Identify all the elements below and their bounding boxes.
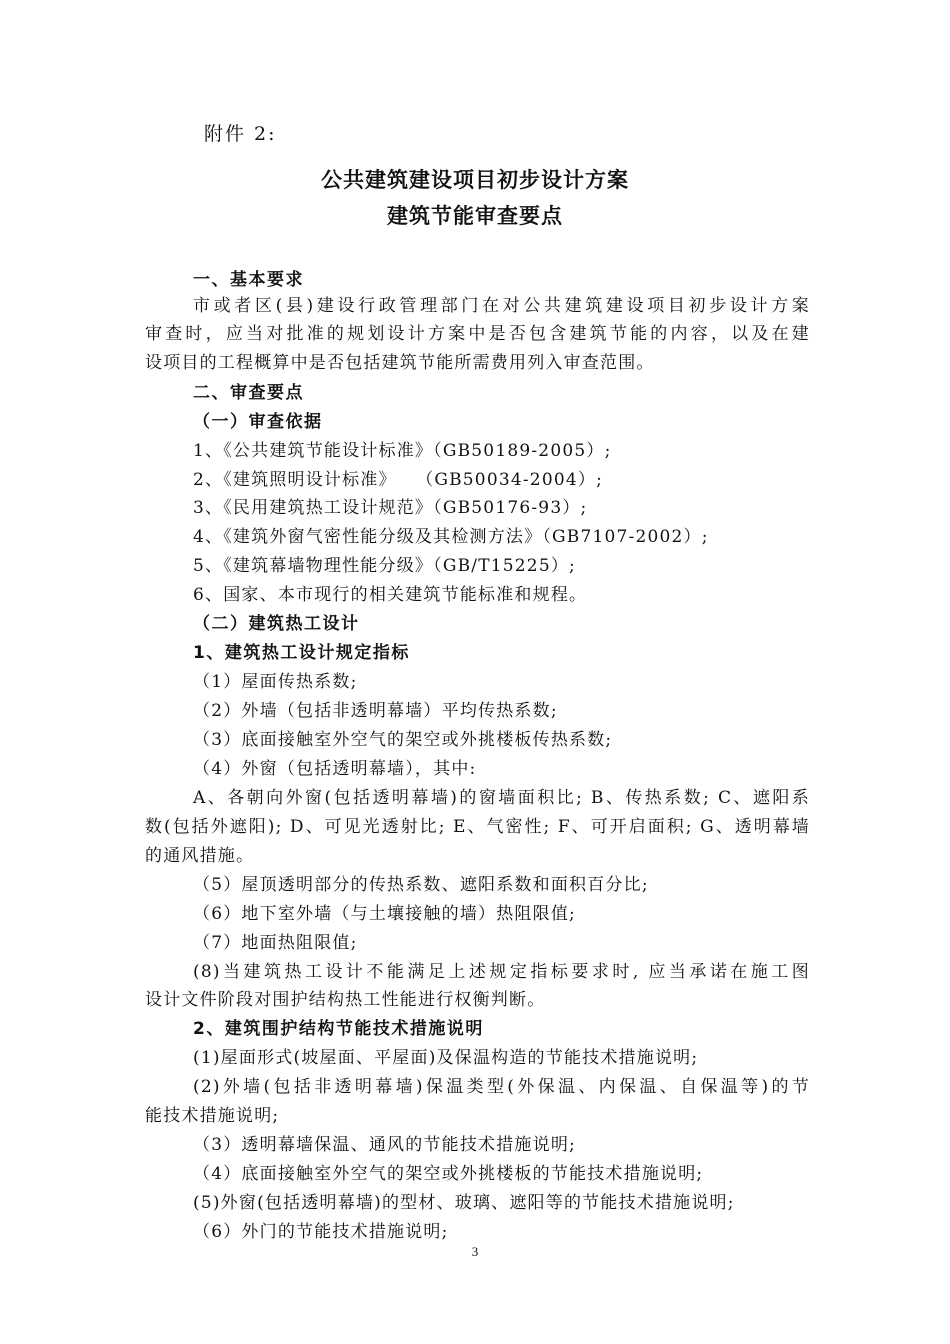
basis-item: 2、《建筑照明设计标准》 （GB50034-2004）; <box>193 470 604 490</box>
basis-item: 6、国家、本市现行的相关建筑节能标准和规程。 <box>193 585 588 605</box>
attachment-label: 附件 2: <box>204 123 277 145</box>
indicator-8-line-2: 设计文件阶段对围护结构热工性能进行权衡判断。 <box>145 990 546 1010</box>
indicator-item: （6）地下室外墙（与土壤接触的墙）热阻限值; <box>193 904 576 924</box>
measure-item: （6）外门的节能技术措施说明; <box>193 1222 449 1242</box>
measure-item: （3）透明幕墙保温、通风的节能技术措施说明; <box>193 1135 576 1155</box>
title-line-2: 建筑节能审查要点 <box>387 204 563 228</box>
item-1-heading: 1、建筑热工设计规定指标 <box>193 643 410 663</box>
window-indicators-line-1: A、各朝向外窗(包括透明幕墙)的窗墙面积比; B、传热系数; C、遮阳系 <box>193 788 810 808</box>
basis-item: 5、《建筑幕墙物理性能分级》（GB/T15225）; <box>193 556 576 576</box>
title-line-1: 公共建筑建设项目初步设计方案 <box>321 168 629 192</box>
measure-item-2-line-2: 能技术措施说明; <box>145 1106 280 1126</box>
section-1-paragraph-line-3: 设项目的工程概算中是否包括建筑节能所需费用列入审查范围。 <box>145 353 655 373</box>
measure-item: （4）底面接触室外空气的架空或外挑楼板的节能技术措施说明; <box>193 1164 704 1184</box>
indicator-item: （5）屋顶透明部分的传热系数、遮阳系数和面积百分比; <box>193 875 649 895</box>
section-1-heading: 一、基本要求 <box>193 270 304 290</box>
measure-item: (5)外窗(包括透明幕墙)的型材、玻璃、遮阳等的节能技术措施说明; <box>193 1193 735 1213</box>
measure-item-2-line-1: (2)外墙(包括非透明幕墙)保温类型(外保温、内保温、自保温等)的节 <box>193 1077 810 1097</box>
indicator-item: （3）底面接触室外空气的架空或外挑楼板传热系数; <box>193 730 613 750</box>
subsection-1-heading: （一）审查依据 <box>193 412 323 432</box>
section-1-paragraph-line-1: 市或者区(县)建设行政管理部门在对公共建筑建设项目初步设计方案 <box>193 296 810 316</box>
indicator-item: （1）屋面传热系数; <box>193 672 358 692</box>
section-2-heading: 二、审查要点 <box>193 383 304 403</box>
indicator-item: （4）外窗（包括透明幕墙），其中: <box>193 759 477 779</box>
page-number: 3 <box>471 1244 479 1259</box>
basis-item: 3、《民用建筑热工设计规范》（GB50176-93）; <box>193 498 588 518</box>
section-1-paragraph-line-2: 审查时，应当对批准的规划设计方案中是否包含建筑节能的内容，以及在建 <box>145 324 810 344</box>
basis-item: 1、《公共建筑节能设计标准》（GB50189-2005）; <box>193 441 612 461</box>
indicator-item: （7）地面热阻限值; <box>193 933 358 953</box>
indicator-item: （2）外墙（包括非透明幕墙）平均传热系数; <box>193 701 558 721</box>
window-indicators-line-3: 的通风措施。 <box>145 846 255 866</box>
indicator-8-line-1: (8)当建筑热工设计不能满足上述规定指标要求时, 应当承诺在施工图 <box>193 962 810 982</box>
subsection-2-heading: （二）建筑热工设计 <box>193 614 360 634</box>
item-2-heading: 2、建筑围护结构节能技术措施说明 <box>193 1019 484 1039</box>
measure-item: (1)屋面形式(坡屋面、平屋面)及保温构造的节能技术措施说明; <box>193 1048 699 1068</box>
window-indicators-line-2: 数(包括外遮阳); D、可见光透射比; E、气密性; F、可开启面积; G、透明幕墙 <box>145 817 810 837</box>
basis-item: 4、《建筑外窗气密性能分级及其检测方法》（GB7107-2002）; <box>193 527 709 547</box>
